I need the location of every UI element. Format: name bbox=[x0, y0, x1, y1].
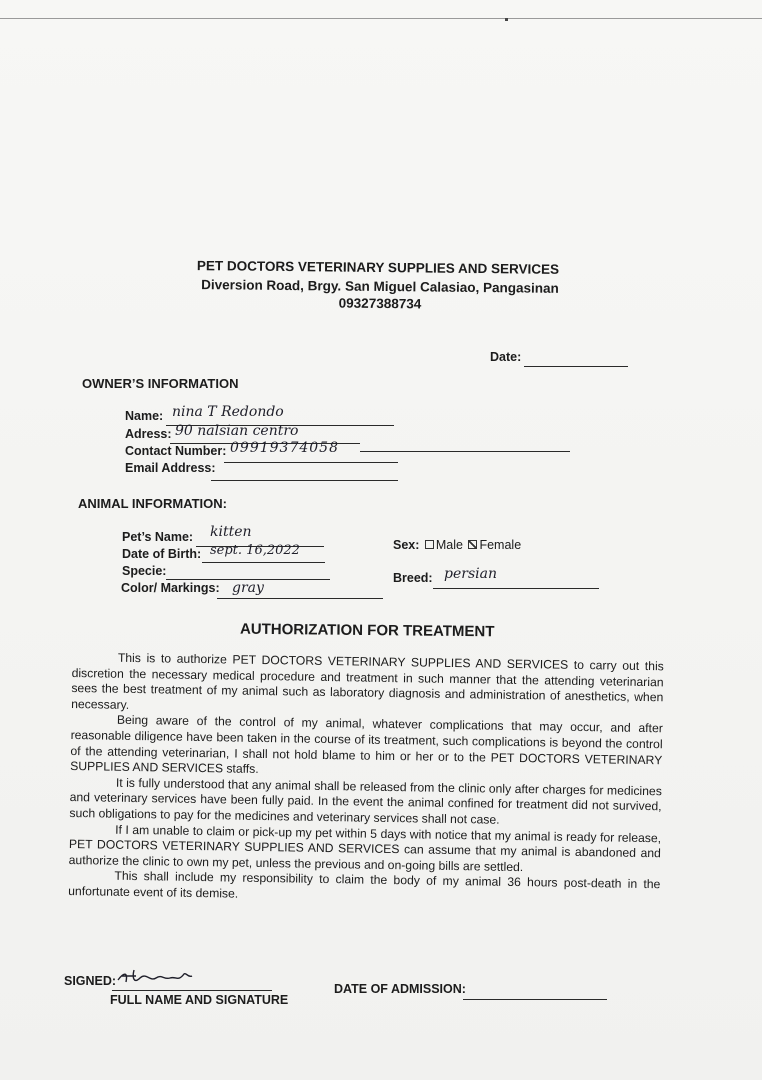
full-name-signature-label: FULL NAME AND SIGNATURE bbox=[110, 993, 289, 1007]
email-field[interactable] bbox=[211, 480, 398, 481]
authorization-paragraph: If I am unable to claim or pick-up my pet within 5 days with notice that my animal is ready for release, PET DOCTORS VETERINARY SUPPLIES AND SERVICES can assume that my animal is abandoned and authorize the clinic to own my pet, unless the previous and on-going bills are settled. bbox=[68, 822, 662, 874]
color-markings-field[interactable] bbox=[217, 598, 383, 599]
signed-label: SIGNED: bbox=[64, 974, 117, 988]
date-of-admission-label: DATE OF ADMISSION: bbox=[334, 982, 466, 996]
sex-male-checkbox[interactable] bbox=[425, 540, 434, 549]
breed-label: Breed: bbox=[393, 571, 433, 585]
breed-field[interactable] bbox=[433, 588, 599, 589]
authorization-paragraph: This is to authorize PET DOCTORS VETERINARY SUPPLIES AND SERVICES to carry out this discretion the necessary medical procedure and treatment in such manner that the attending veterinarian sees the best treatment of my animal such as laboratory diagnosis and administration of anesthetics, when necessary. bbox=[71, 650, 664, 712]
sex-male-label: Male bbox=[435, 538, 463, 552]
owner-address-label: Adress: bbox=[125, 427, 172, 441]
sex-female-label: Female bbox=[479, 538, 522, 552]
dob-value: sept. 16,2022 bbox=[210, 543, 300, 558]
business-address: Diversion Road, Brgy. San Miguel Calasiao, Pangasinan bbox=[201, 277, 559, 296]
owner-address-field-ext bbox=[360, 451, 570, 452]
animal-section-title: ANIMAL INFORMATION: bbox=[78, 496, 227, 511]
contact-number-value: 09919374058 bbox=[230, 440, 339, 456]
date-field[interactable] bbox=[524, 366, 628, 367]
color-markings-value: gray bbox=[232, 580, 264, 596]
dob-label: Date of Birth: bbox=[122, 547, 202, 561]
business-phone: 09327388734 bbox=[338, 295, 422, 312]
business-name: PET DOCTORS VETERINARY SUPPLIES AND SERVICES bbox=[196, 258, 560, 277]
contact-number-label: Contact Number: bbox=[125, 444, 227, 458]
authorization-body bbox=[68, 650, 664, 909]
signature-field[interactable] bbox=[112, 990, 272, 991]
date-label: Date: bbox=[490, 350, 522, 364]
authorization-paragraph: This shall include my responsibility to claim the body of my animal 36 hours post-death in the unfortunate event of its demise. bbox=[68, 869, 661, 901]
authorization-paragraph: Being aware of the control of my animal, whatever complications that may occur, and after reasonable diligence have been taken in the course of its treatment, such complications is beyond the control of the attending veterinarian, I shall not hold blame to him or her or to the PET DOCTORS VETERINARY SUPPLIES AND SERVICES staffs. bbox=[70, 713, 663, 777]
date-of-admission-field[interactable] bbox=[463, 999, 607, 1000]
email-label: Email Address: bbox=[125, 461, 216, 475]
pet-name-value: kitten bbox=[210, 524, 252, 540]
owner-address-value: 90 nalsian centro bbox=[175, 423, 299, 439]
handwritten-signature bbox=[116, 966, 196, 988]
top-edge-mark bbox=[505, 18, 508, 21]
owner-name-label: Name: bbox=[125, 409, 164, 423]
sex-row bbox=[393, 538, 521, 552]
breed-value: persian bbox=[444, 566, 497, 582]
sex-female-checkbox[interactable] bbox=[468, 540, 477, 549]
specie-label: Specie: bbox=[122, 564, 167, 578]
pet-name-label: Pet’s Name: bbox=[122, 530, 194, 544]
contact-number-field[interactable] bbox=[224, 462, 398, 463]
authorization-paragraph: It is fully understood that any animal shall be released from the clinic only after charges for medicines and veterinary services have been fully paid. In the event the animal confined for treatment did not survived, such obligations to pay for the medicines and veterinary services shall not case. bbox=[69, 775, 662, 827]
top-edge-line bbox=[0, 18, 762, 19]
authorization-title: AUTHORIZATION FOR TREATMENT bbox=[239, 620, 495, 641]
owner-section-title: OWNER’S INFORMATION bbox=[82, 376, 239, 391]
sex-label: Sex: bbox=[393, 538, 420, 552]
dob-field[interactable] bbox=[202, 562, 325, 563]
owner-name-value: nina T Redondo bbox=[172, 404, 284, 420]
color-markings-label: Color/ Markings: bbox=[121, 581, 220, 595]
